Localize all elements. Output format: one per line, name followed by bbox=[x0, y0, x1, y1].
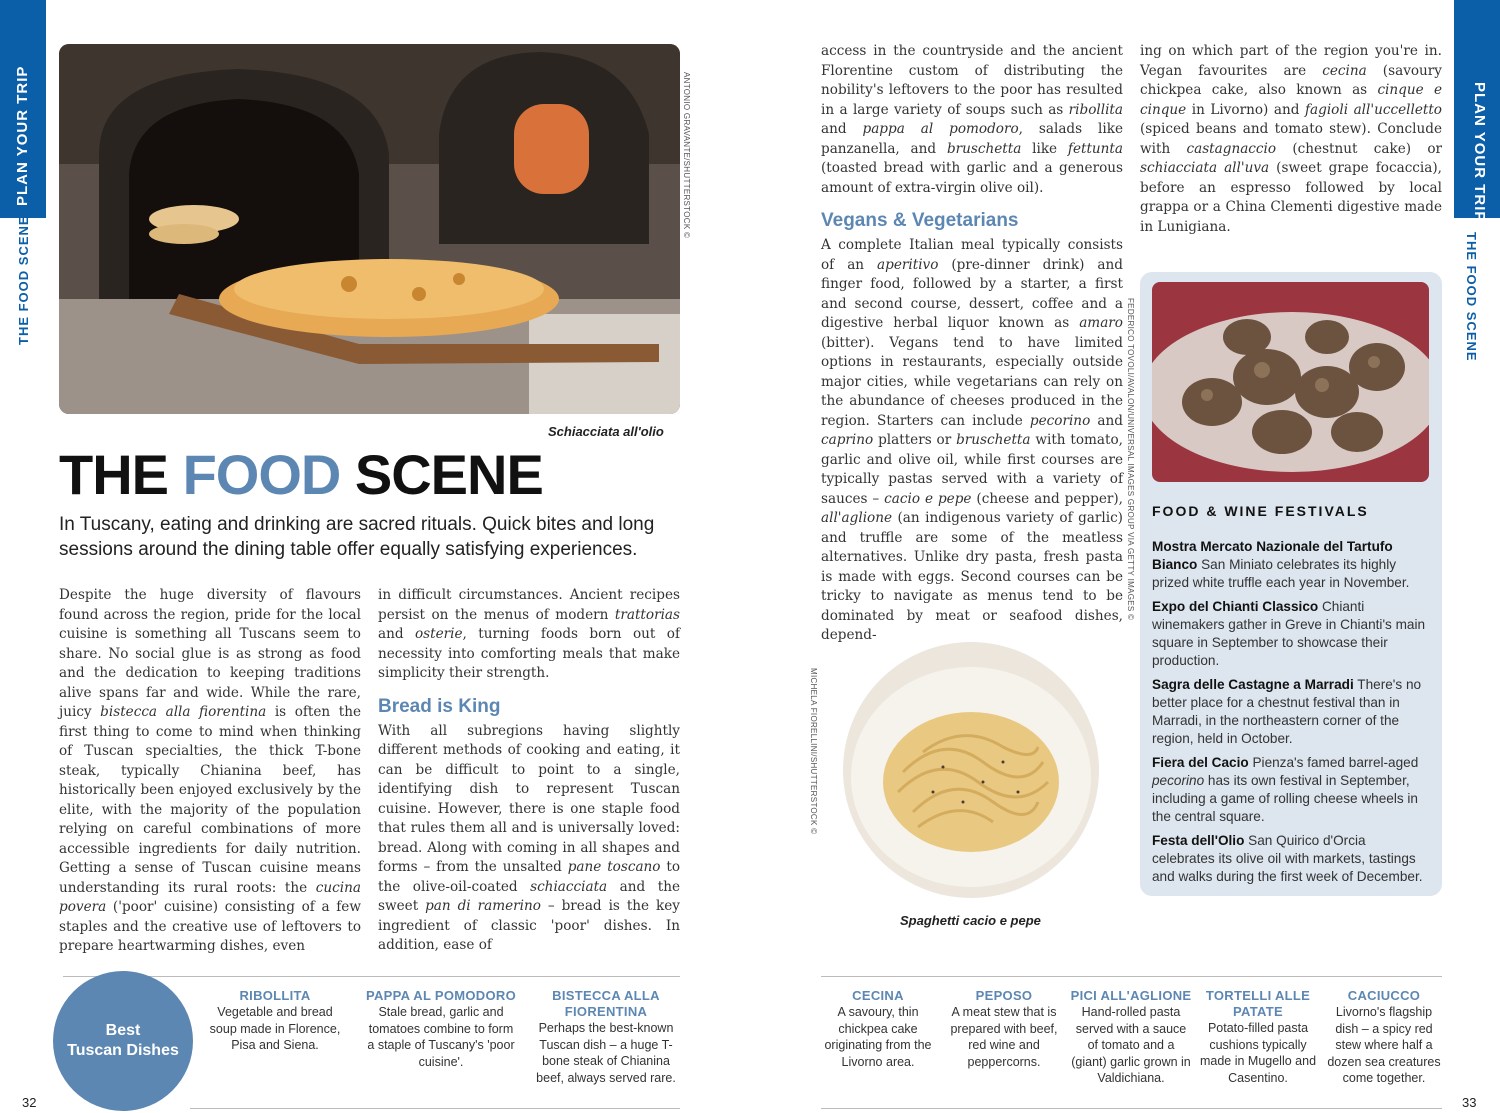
oven-photo-caption: Schiacciata all'olio bbox=[548, 424, 664, 439]
dish-item bbox=[1070, 988, 1192, 1087]
page-number-left: 32 bbox=[22, 1095, 37, 1110]
paragraph: Despite the huge diversity of flavours found across the region, pride for the local cuisine is something all Tuscans seem to share. No social glue is as strong as food and the dedication to keeping traditions alive spans far and wide. While the rare, juicy bistecca alla fiorentina is often the first thing to come to mind when thinking of Tuscan specialties, the thick T-bone steak, typically Chianina beef, has historically been enjoyed exclusively by the elite, with the majority of the population relying on careful combinations of more accessible ingredients for daily nutrition. Getting a sense of Tuscan cuisine means understanding its rural roots: the cucina povera ('poor' cuisine) consisting of a few staples and the creative use of leftovers to prepare heartwarming dishes, even bbox=[59, 587, 361, 954]
divider-right-bottom bbox=[821, 1108, 1442, 1109]
section-heading-bread: Bread is King bbox=[378, 695, 501, 717]
dish-description: Stale bread, garlic and tomatoes combine to form a staple of Tuscany's 'poor cuisine'. bbox=[367, 1005, 515, 1069]
truffle-photo-credit: FEDERICO TOVOLI/AVALON/UNIVERSAL IMAGES GROUP VIA GETTY IMAGES © bbox=[1126, 298, 1135, 621]
truffles-illustration bbox=[1152, 282, 1429, 482]
dish-name: TORTELLI ALLE PATATE bbox=[1205, 988, 1311, 1019]
dish-description: Potato-filled pasta cushions typically made in Mugello and Casentino. bbox=[1199, 1021, 1317, 1085]
section-tab-right bbox=[1454, 0, 1500, 223]
dish-description: Perhaps the best-known Tuscan dish – a huge T-bone steak of Chianina beef, always served rare. bbox=[536, 1021, 676, 1085]
dish-description: A savoury, thin chickpea cake originating from the Livorno area. bbox=[824, 1005, 932, 1069]
pasta-photo-caption: Spaghetti cacio e pepe bbox=[900, 913, 1041, 928]
side-label-left: THE FOOD SCENE bbox=[16, 215, 31, 345]
festivals-title: FOOD & WINE FESTIVALS bbox=[1152, 503, 1369, 519]
title-part2: SCENE bbox=[340, 443, 543, 506]
side-label-right: THE FOOD SCENE bbox=[1464, 232, 1479, 362]
dish-item bbox=[364, 988, 518, 1070]
intro-paragraph: In Tuscany, eating and drinking are sacred rituals. Quick bites and long sessions around the dining table offer equally satisfying experiences. bbox=[59, 514, 655, 560]
dish-name: CECINA bbox=[852, 988, 904, 1003]
pasta-photo-credit: MICHELA FIORELLINI/SHUTTERSTOCK © bbox=[809, 668, 818, 835]
dish-description: Hand-rolled pasta served with a sauce of tomato and a (giant) garlic grown in Valdichiana. bbox=[1071, 1005, 1191, 1086]
oven-bread-photo bbox=[59, 44, 680, 414]
divider-right-top bbox=[821, 976, 1442, 977]
pasta-photo bbox=[843, 642, 1099, 898]
badge-line1: Best bbox=[105, 1022, 141, 1039]
divider-left-bottom bbox=[190, 1108, 680, 1109]
oven-photo-credit: ANTONIO GRAVANTE/SHUTTERSTOCK © bbox=[682, 72, 691, 239]
dish-name: RIBOLLITA bbox=[239, 988, 311, 1003]
body-column-3 bbox=[821, 42, 1123, 646]
divider-left-top bbox=[63, 976, 680, 977]
pasta-illustration bbox=[843, 642, 1099, 898]
paragraph: With all subregions having slightly different methods of cooking and eating, it can be difficult to point to a single, identifying dish to represent Tuscan cuisine. However, there is one staple food that rules them all and is universally loved: bread. Along with coming in all shapes and forms – from the unsalted pane toscano to the olive-oil-coated schiacciata and the sweet pan di ramerino – bread is the key ingredient of classic 'poor' dishes. In addition, ease of bbox=[378, 722, 681, 953]
truffles-photo bbox=[1152, 282, 1429, 482]
title-accent: FOOD bbox=[182, 443, 341, 506]
dish-item bbox=[1326, 988, 1442, 1087]
dish-item bbox=[818, 988, 938, 1070]
paragraph: A complete Italian meal typically consists of an aperitivo (pre-dinner drink) and finger food, followed by a starter, a first and second course, dessert, coffee and a digestive herbal liquor known as amaro (bitter). Vegans tend to have limited options in restaurants, especially outside major cities, while vegetarians can rely on the abundance of cheeses produced in the region. Starters can include pecorino and caprino platters or bruschetta with tomato, garlic and olive oil, while first courses are typically pastas served with a variety of sauces – cacio e pepe (cheese and pepper), all'aglione (an indigenous variety of garlic) and truffle are some of the meatless alternatives. Unlike dry pasta, fresh pasta is made with eggs. Second courses can be tricky to navigate as menus tend to be dominated by meat or seafood dishes, depend- bbox=[821, 237, 1124, 643]
dish-name: PICI ALL'AGLIONE bbox=[1070, 988, 1192, 1003]
body-column-2 bbox=[378, 586, 680, 956]
title-part1: THE bbox=[59, 443, 183, 506]
dish-description: A meat stew that is prepared with beef, red wine and peppercorns. bbox=[950, 1005, 1058, 1069]
badge-line2: Tuscan Dishes bbox=[67, 1042, 179, 1059]
dish-item bbox=[948, 988, 1060, 1070]
paragraph: access in the countryside and the ancient Florentine custom of distributing the nobility's leftovers to the poor has resulted in a large variety of soups such as ribollita and pappa al pomodoro, salads like panzanella, and bruschetta like fettunta (toasted bread with garlic and a generous amount of extra-virgin olive oil). bbox=[821, 43, 1124, 196]
paragraph: ing on which part of the region you're in. Vegan favourites are cecina (savoury chickpea cake, also known as cinque e cinque in Livorno) and fagioli all'uccelletto (spiced beans and tomato stew). Conclude with castagnaccio (chestnut cake) or schiacciata all'uva (sweet grape focaccia), before an espresso followed by local grappa or a China Clementi digestive made in Lunigiana. bbox=[1140, 43, 1443, 235]
oven-illustration bbox=[59, 44, 680, 414]
body-column-1 bbox=[59, 586, 361, 957]
section-tab-left-label: PLAN YOUR TRIP bbox=[14, 65, 31, 206]
dish-name: BISTECCA ALLA FIORENTINA bbox=[552, 988, 660, 1019]
section-tab-left bbox=[0, 0, 46, 218]
paragraph: in difficult circumstances. Ancient recipes persist on the menus of modern trattorias and osterie, turning foods born out of necessity into comforting meals that make simplicity their strength. bbox=[378, 587, 680, 681]
festival-item: Festa dell'Olio San Quirico d'Orcia celebrates its olive oil with markets, tastings and walks during the first week of December. bbox=[1152, 833, 1423, 884]
festival-item: Mostra Mercato Nazionale del Tartufo Bianco San Miniato celebrates its highly prized white truffle each year in November. bbox=[1152, 539, 1410, 590]
dish-name: PAPPA AL POMODORO bbox=[365, 988, 517, 1003]
section-heading-vegans: Vegans & Vegetarians bbox=[821, 210, 1019, 231]
section-tab-right-label: PLAN YOUR TRIP bbox=[1471, 82, 1488, 223]
page-title bbox=[59, 442, 543, 507]
dish-item bbox=[532, 988, 680, 1086]
body-column-4 bbox=[1140, 42, 1442, 237]
dish-item bbox=[204, 988, 346, 1054]
dish-name: PEPOSO bbox=[975, 988, 1033, 1003]
festival-item: Fiera del Cacio Pienza's famed barrel-aged pecorino has its own festival in September, including a game of rolling cheese wheels in the central square. bbox=[1152, 755, 1419, 824]
festivals-list bbox=[1152, 538, 1430, 892]
page-number-right: 33 bbox=[1462, 1095, 1477, 1110]
dish-description: Vegetable and bread soup made in Florence, Pisa and Siena. bbox=[209, 1005, 341, 1053]
dish-item bbox=[1198, 988, 1318, 1086]
dish-description: Livorno's flagship dish – a spicy red stew where half a dozen sea creatures come together. bbox=[1327, 1005, 1441, 1086]
best-dishes-badge bbox=[53, 971, 193, 1111]
festival-item: Expo del Chianti Classico Chianti winemakers gather in Greve in Chianti's main square in September to showcase their production. bbox=[1152, 599, 1426, 668]
dish-name: CACIUCCO bbox=[1347, 988, 1421, 1003]
festival-item: Sagra delle Castagne a Marradi There's no better place for a chestnut festival than in Marradi, in the northeastern corner of the region, held in October. bbox=[1152, 677, 1422, 746]
